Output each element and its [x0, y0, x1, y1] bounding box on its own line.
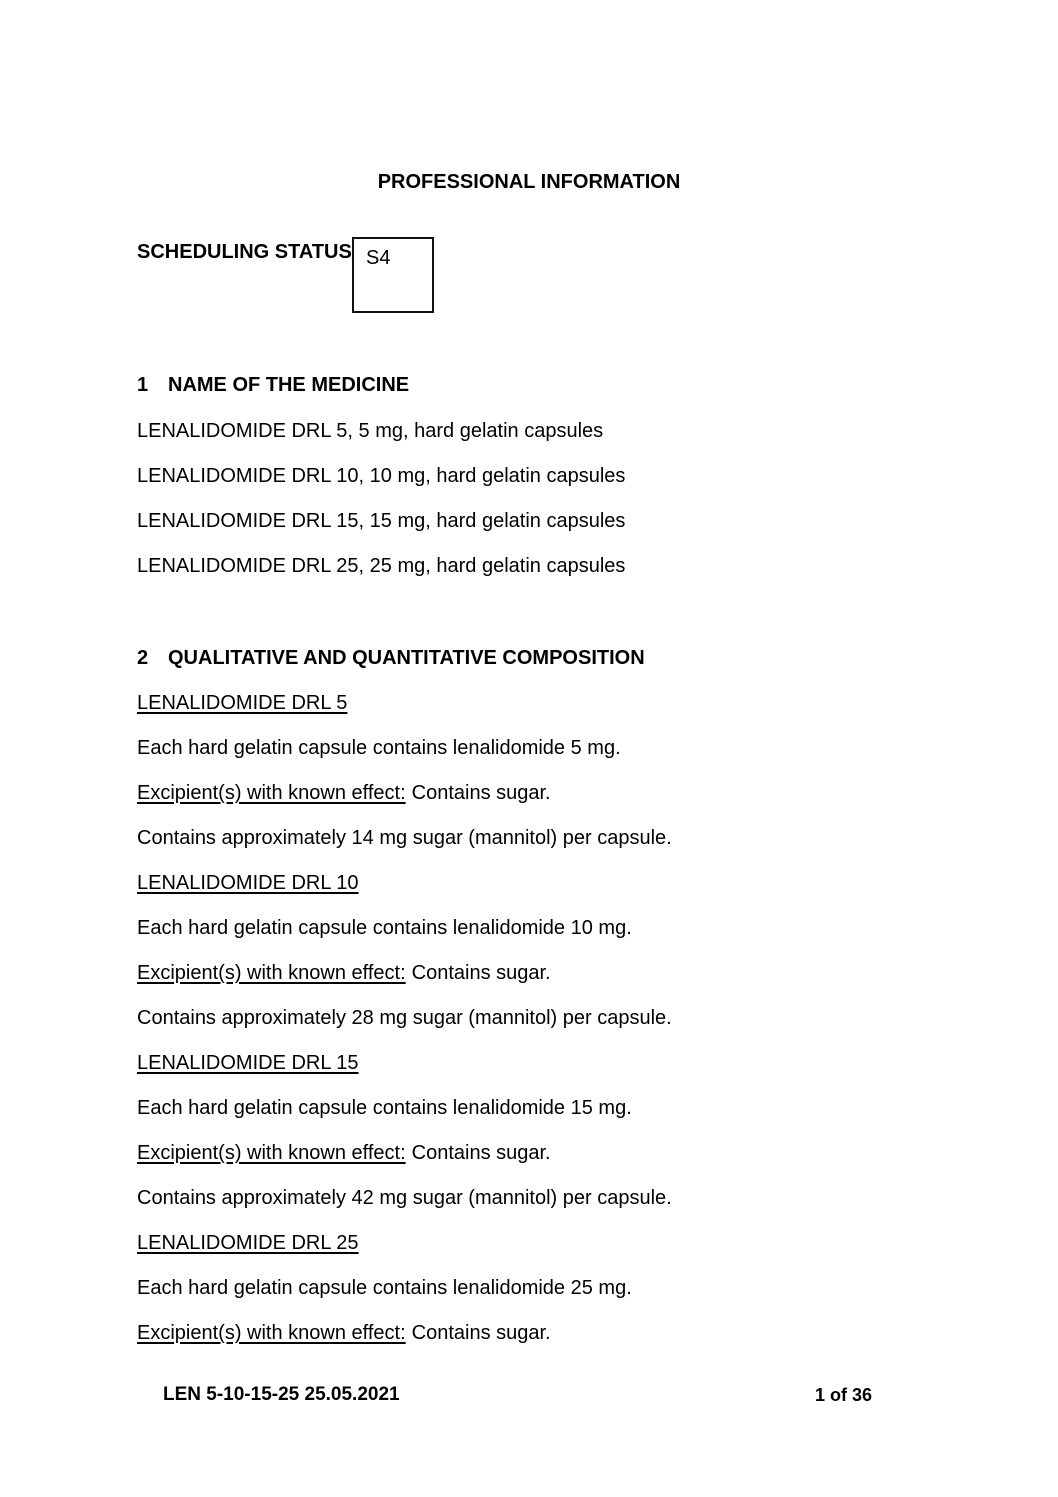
composition-line: Each hard gelatin capsule contains lenalidomide 25 mg.: [137, 1277, 632, 1299]
composition-line: Each hard gelatin capsule contains lenalidomide 15 mg.: [137, 1097, 632, 1119]
scheduling-status-value: S4: [366, 247, 391, 269]
excipient-label: Excipient(s) with known effect:: [137, 782, 406, 804]
excipient-value: Contains sugar.: [411, 782, 551, 804]
scheduling-status-label: SCHEDULING STATUS: [137, 241, 352, 263]
document-title: PROFESSIONAL INFORMATION: [377, 171, 681, 193]
excipient-value: Contains sugar.: [411, 1322, 551, 1344]
excipient-line: [137, 781, 551, 805]
subsection-heading-drl10: LENALIDOMIDE DRL 10: [137, 872, 359, 894]
section-1-heading-text: NAME OF THE MEDICINE: [168, 374, 410, 396]
section-2-heading: [137, 646, 645, 670]
medicine-name-line: LENALIDOMIDE DRL 15, 15 mg, hard gelatin capsules: [137, 510, 626, 532]
subsection-heading-drl5: LENALIDOMIDE DRL 5: [137, 692, 348, 714]
excipient-label: Excipient(s) with known effect:: [137, 962, 406, 984]
medicine-name-line: LENALIDOMIDE DRL 25, 25 mg, hard gelatin capsules: [137, 555, 626, 577]
excipient-line: [137, 961, 551, 985]
composition-line: Each hard gelatin capsule contains lenalidomide 5 mg.: [137, 737, 621, 759]
footer-page-number: 1 of 36: [815, 1385, 873, 1405]
excipient-label: Excipient(s) with known effect:: [137, 1322, 406, 1344]
medicine-name-line: LENALIDOMIDE DRL 10, 10 mg, hard gelatin capsules: [137, 465, 626, 487]
medicine-name-line: LENALIDOMIDE DRL 5, 5 mg, hard gelatin capsules: [137, 420, 604, 442]
scheduling-status-box: [352, 237, 434, 313]
sugar-note-line: Contains approximately 28 mg sugar (mannitol) per capsule.: [137, 1007, 672, 1029]
section-2-number: 2: [137, 647, 149, 669]
excipient-value: Contains sugar.: [411, 1142, 551, 1164]
section-1-heading: [137, 373, 409, 397]
sugar-note-line: Contains approximately 42 mg sugar (mannitol) per capsule.: [137, 1187, 672, 1209]
excipient-line: [137, 1141, 551, 1165]
excipient-value: Contains sugar.: [411, 962, 551, 984]
excipient-line: [137, 1321, 551, 1345]
composition-line: Each hard gelatin capsule contains lenalidomide 10 mg.: [137, 917, 632, 939]
subsection-heading-drl15: LENALIDOMIDE DRL 15: [137, 1052, 359, 1074]
footer-doc-code: LEN 5-10-15-25 25.05.2021: [163, 1384, 400, 1405]
excipient-label: Excipient(s) with known effect:: [137, 1142, 406, 1164]
section-2-heading-text: QUALITATIVE AND QUANTITATIVE COMPOSITION: [168, 647, 645, 669]
section-1-number: 1: [137, 374, 149, 396]
subsection-heading-drl25: LENALIDOMIDE DRL 25: [137, 1232, 359, 1254]
sugar-note-line: Contains approximately 14 mg sugar (mannitol) per capsule.: [137, 827, 672, 849]
